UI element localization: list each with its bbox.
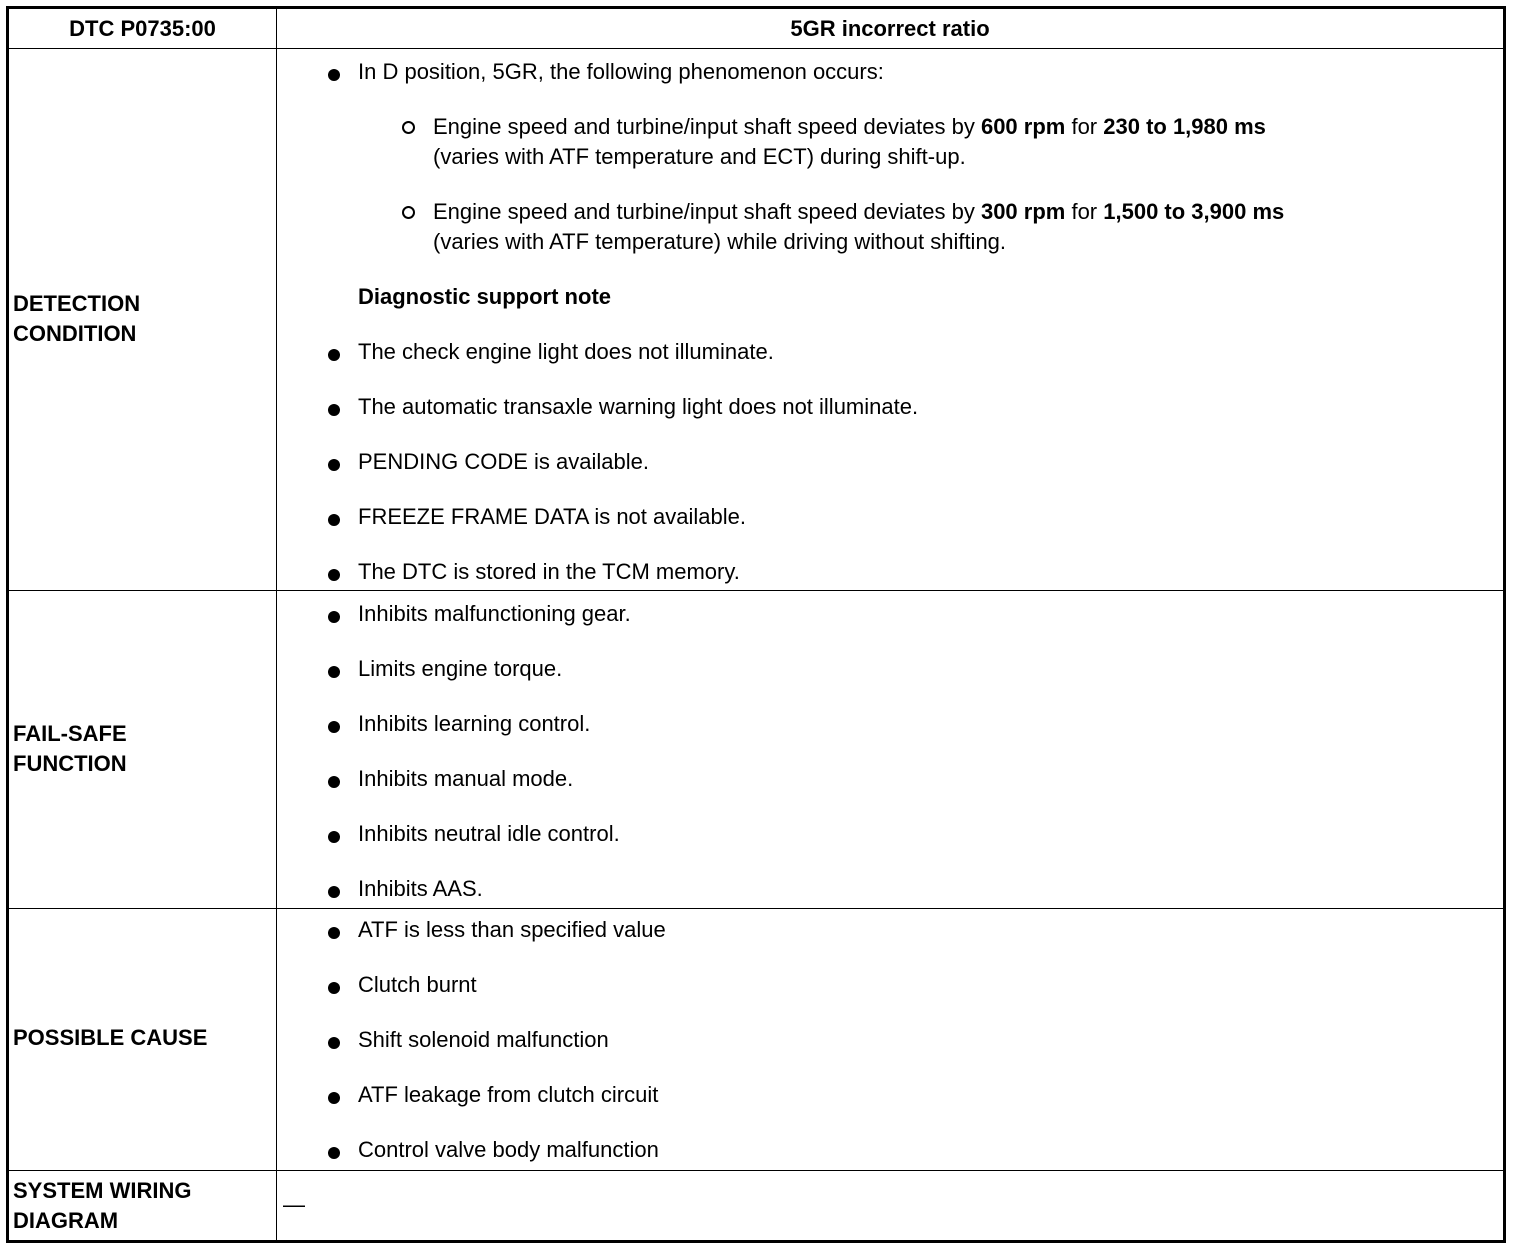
bullet-icon bbox=[328, 831, 340, 843]
note-item: FREEZE FRAME DATA is not available. bbox=[358, 504, 746, 529]
cause-item: Clutch burnt bbox=[358, 972, 477, 997]
header-row bbox=[9, 9, 1503, 49]
bullet-icon bbox=[328, 776, 340, 788]
header-code-cell bbox=[9, 9, 277, 48]
detection-sub2-line2: (varies with ATF temperature) while driving without shifting. bbox=[433, 229, 1007, 254]
detection-label-line2: CONDITION bbox=[13, 321, 137, 346]
cause-label-cell bbox=[9, 909, 277, 1170]
bullet-icon bbox=[328, 927, 340, 939]
bullet-icon bbox=[328, 1147, 340, 1159]
sub1-duration: 230 to 1,980 ms bbox=[1103, 114, 1266, 139]
failsafe-item: Inhibits learning control. bbox=[358, 711, 591, 736]
note-item: The automatic transaxle warning light does not illuminate. bbox=[358, 394, 919, 419]
sub1-text-c: for bbox=[1065, 114, 1104, 139]
bullet-icon bbox=[328, 666, 340, 678]
wiring-label-line2: DIAGRAM bbox=[13, 1208, 119, 1233]
bullet-icon bbox=[328, 459, 340, 471]
failsafe-item: Limits engine torque. bbox=[358, 656, 563, 681]
bullet-icon bbox=[328, 69, 340, 81]
detection-sub1-line2: (varies with ATF temperature and ECT) during shift-up. bbox=[433, 144, 966, 169]
failsafe-item: Inhibits neutral idle control. bbox=[358, 821, 620, 846]
detection-intro: In D position, 5GR, the following phenomenon occurs: bbox=[358, 59, 884, 84]
failsafe-content-cell bbox=[277, 591, 1503, 908]
cause-item: ATF leakage from clutch circuit bbox=[358, 1082, 659, 1107]
bullet-icon bbox=[328, 982, 340, 994]
failsafe-label-line1: FAIL-SAFE bbox=[13, 721, 127, 746]
wiring-value: — bbox=[283, 1192, 305, 1217]
cause-item: Control valve body malfunction bbox=[358, 1137, 659, 1162]
sub2-rpm: 300 rpm bbox=[980, 199, 1066, 224]
note-item: The DTC is stored in the TCM memory. bbox=[358, 559, 740, 584]
cause-item: ATF is less than specified value bbox=[358, 917, 666, 942]
detection-condition-row bbox=[9, 49, 1503, 591]
failsafe-label-line2: FUNCTION bbox=[13, 751, 127, 776]
sub2-duration: 1,500 to 3,900 ms bbox=[1103, 199, 1285, 224]
sub1-text-a: Engine speed and turbine/input shaft speed deviates by bbox=[433, 114, 981, 139]
cause-label: POSSIBLE CAUSE bbox=[13, 1025, 208, 1050]
bullet-icon bbox=[328, 1092, 340, 1104]
diagnostic-note-heading: Diagnostic support note bbox=[358, 284, 611, 309]
detection-sub2-line1 bbox=[433, 197, 1284, 227]
possible-cause-row bbox=[9, 909, 1503, 1171]
sub2-text-c: for bbox=[1065, 199, 1104, 224]
detection-content-cell bbox=[277, 49, 1503, 590]
note-item: The check engine light does not illuminate. bbox=[358, 339, 774, 364]
failsafe-item: Inhibits malfunctioning gear. bbox=[358, 601, 631, 626]
sub1-rpm: 600 rpm bbox=[980, 114, 1066, 139]
circle-bullet-icon bbox=[402, 206, 415, 219]
wiring-content-cell bbox=[277, 1171, 1503, 1240]
bullet-icon bbox=[328, 611, 340, 623]
wiring-label-cell bbox=[9, 1171, 277, 1240]
bullet-icon bbox=[328, 404, 340, 416]
failsafe-label bbox=[13, 719, 127, 779]
failsafe-item: Inhibits manual mode. bbox=[358, 766, 574, 791]
bullet-icon bbox=[328, 721, 340, 733]
detection-label-cell bbox=[9, 49, 277, 590]
note-item: PENDING CODE is available. bbox=[358, 449, 649, 474]
failsafe-item: Inhibits AAS. bbox=[358, 876, 483, 901]
dtc-title: 5GR incorrect ratio bbox=[790, 15, 990, 41]
cause-content-cell bbox=[277, 909, 1503, 1170]
detection-sub1-line1 bbox=[433, 112, 1266, 142]
system-wiring-row bbox=[9, 1171, 1503, 1240]
dtc-code: DTC P0735:00 bbox=[69, 15, 216, 41]
bullet-icon bbox=[328, 514, 340, 526]
detection-label-line1: DETECTION bbox=[13, 291, 141, 316]
fail-safe-row bbox=[9, 591, 1503, 909]
bullet-icon bbox=[328, 569, 340, 581]
bullet-icon bbox=[328, 349, 340, 361]
detection-label bbox=[13, 289, 140, 349]
wiring-label bbox=[13, 1176, 191, 1236]
circle-bullet-icon bbox=[402, 121, 415, 134]
dtc-table bbox=[6, 6, 1506, 1243]
bullet-icon bbox=[328, 886, 340, 898]
failsafe-label-cell bbox=[9, 591, 277, 908]
cause-item: Shift solenoid malfunction bbox=[358, 1027, 609, 1052]
bullet-icon bbox=[328, 1037, 340, 1049]
header-title-cell bbox=[277, 9, 1503, 48]
sub2-text-a: Engine speed and turbine/input shaft speed deviates by bbox=[433, 199, 981, 224]
wiring-label-line1: SYSTEM WIRING bbox=[13, 1178, 192, 1203]
